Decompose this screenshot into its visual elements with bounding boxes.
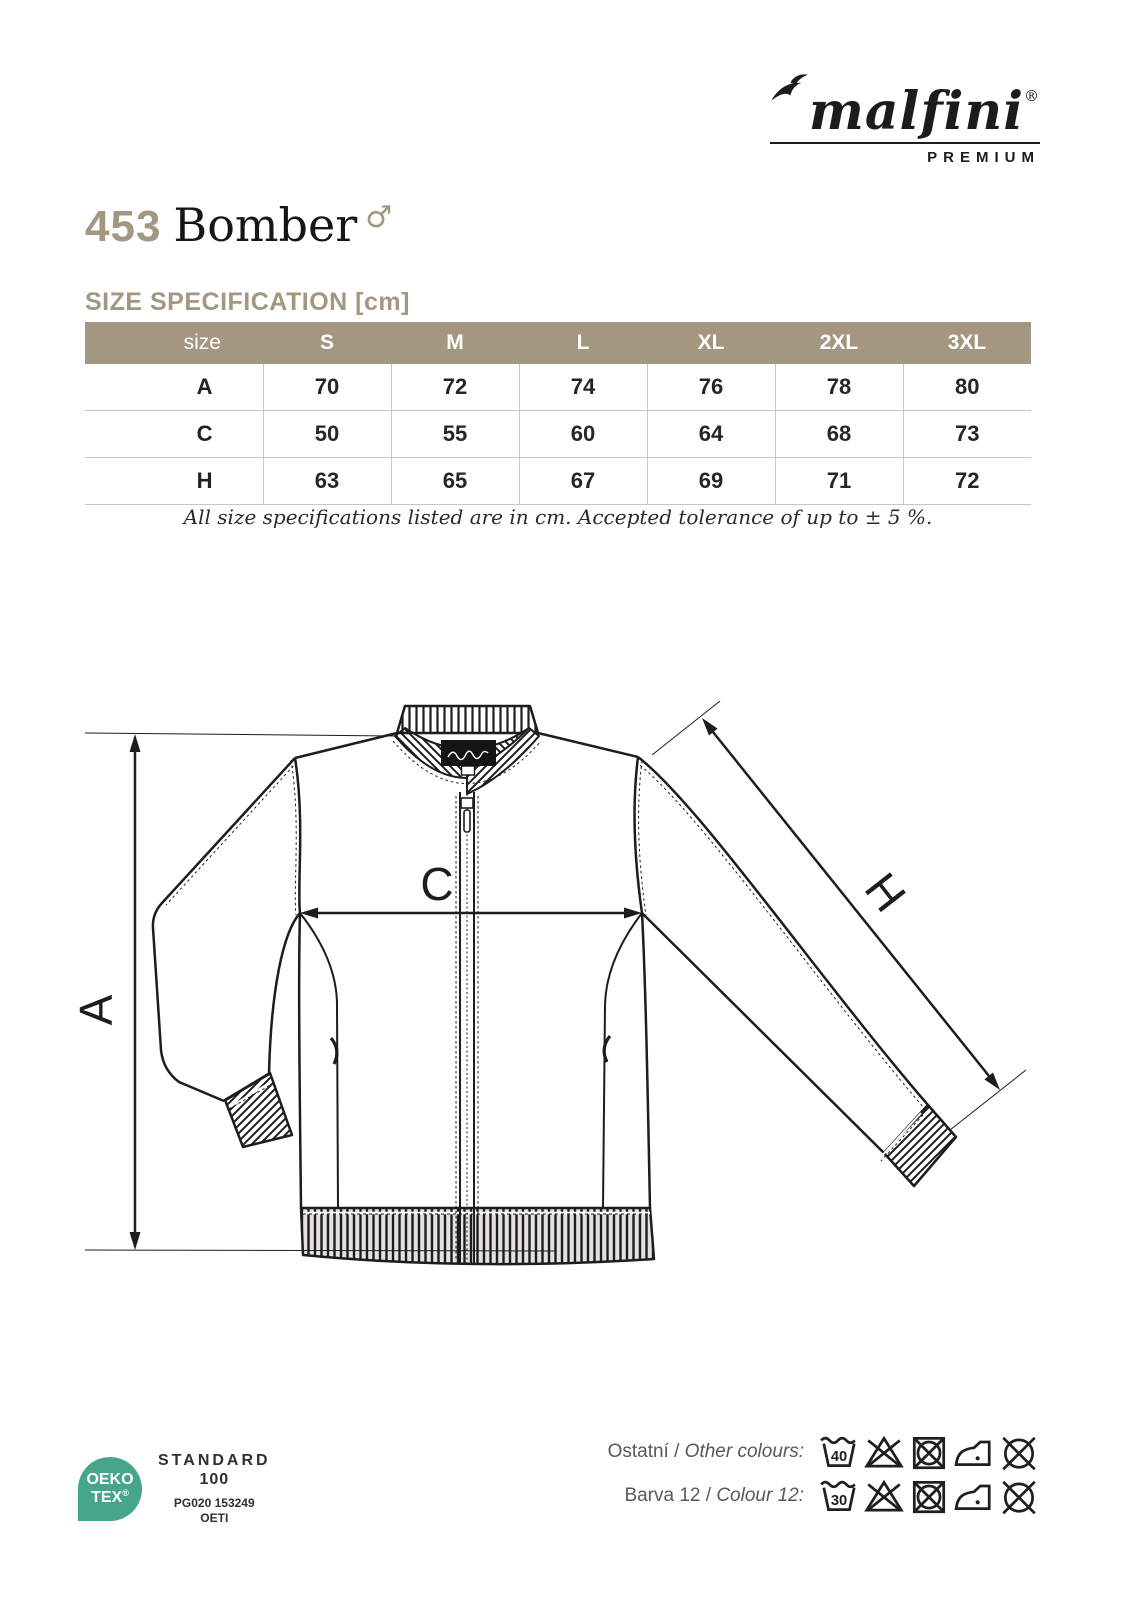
cell-a-xl: 76 [647, 364, 775, 411]
care-row-label: Barva 12 / Colour 12: [624, 1485, 804, 1506]
oeko-line1: OEKO [86, 1470, 134, 1488]
oeko-tex-drop-icon [78, 1457, 142, 1521]
left-cuff [225, 1073, 292, 1147]
cell-a-m: 72 [391, 364, 519, 411]
cell-c-xl: 64 [647, 411, 775, 458]
standard-number: 100 [199, 1471, 230, 1488]
brand-wordmark: malfini® [808, 81, 1040, 142]
svg-text:40: 40 [830, 1448, 848, 1465]
cell-c-m: 55 [391, 411, 519, 458]
right-cuff [878, 1105, 956, 1186]
column-header-l: L [519, 322, 647, 364]
table-row-a [85, 364, 1031, 411]
cell-c-3xl: 73 [955, 421, 980, 446]
column-header-m: M [391, 322, 519, 364]
institute-label: OETI [200, 1511, 229, 1525]
table-row-h [85, 458, 1031, 505]
row-label-h: H [85, 458, 263, 505]
svg-text:30: 30 [830, 1492, 848, 1509]
logo-rule [770, 142, 1040, 144]
product-title [85, 198, 392, 252]
jacket-diagram [0, 660, 1131, 1285]
do-not-bleach-icon [863, 1433, 905, 1471]
cell-a-s: 70 [263, 364, 391, 411]
tolerance-note: All size specifications listed are in cm. Accepted tolerance of up to ± 5 %. [183, 505, 933, 529]
cell-h-s: 63 [263, 458, 391, 505]
male-gender-icon: ♂ [365, 200, 393, 235]
dim-h-label: H [854, 863, 917, 922]
wash-40-icon [818, 1433, 860, 1471]
product-code: 453 [85, 202, 162, 251]
column-header-3xl: 3XL [903, 322, 1031, 364]
dim-c-label: C [420, 858, 454, 910]
do-not-tumble-dry-icon [908, 1433, 950, 1471]
cell-h-l: 67 [519, 458, 647, 505]
cell-h-2xl: 71 [775, 458, 903, 505]
care-row-label: Ostatní / Other colours: [607, 1441, 804, 1462]
size-table [85, 322, 1031, 505]
cell-c-s: 50 [263, 411, 391, 458]
brand-logo [770, 66, 1040, 166]
column-header-size: size [85, 322, 263, 364]
row-label-a: A [85, 364, 263, 411]
cell-h-3xl: 72 [955, 468, 980, 493]
registered-mark: ® [1024, 87, 1040, 105]
cell-a-l: 74 [519, 364, 647, 411]
care-instructions [608, 1430, 1040, 1518]
cell-c-l: 60 [519, 411, 647, 458]
do-not-tumble-dry-icon [908, 1477, 950, 1515]
oeko-line2: TEX® [91, 1487, 129, 1506]
do-not-dry-clean-icon [998, 1477, 1040, 1515]
care-row-colour-12 [608, 1474, 1040, 1518]
size-spec-heading: SIZE SPECIFICATION [cm] [85, 288, 410, 316]
wash-30-icon [818, 1477, 860, 1515]
product-name: Bomber [173, 198, 358, 252]
size-table-header-row [85, 322, 1031, 364]
cell-c-2xl: 68 [775, 411, 903, 458]
row-label-c: C [85, 411, 263, 458]
pocket-marks [331, 1036, 610, 1064]
dimension-h-arrow [652, 701, 1026, 1130]
oeko-tex-badge [78, 1452, 271, 1525]
do-not-dry-clean-icon [998, 1433, 1040, 1471]
iron-one-dot-icon [953, 1433, 995, 1471]
cell-h-m: 65 [391, 458, 519, 505]
cell-a-3xl: 80 [955, 374, 980, 399]
dimension-c-arrow [300, 908, 642, 919]
dim-a-label: A [70, 994, 122, 1026]
column-header-2xl: 2XL [775, 322, 903, 364]
cell-a-2xl: 78 [775, 364, 903, 411]
dimension-a-arrow [85, 733, 556, 1251]
table-row-c [85, 411, 1031, 458]
zipper [456, 792, 478, 1263]
standard-label: STANDARD [158, 1452, 271, 1469]
cell-h-xl: 69 [647, 458, 775, 505]
do-not-bleach-icon [863, 1477, 905, 1515]
column-header-xl: XL [647, 322, 775, 364]
iron-one-dot-icon [953, 1477, 995, 1515]
brand-tier-label: PREMIUM [927, 149, 1040, 166]
left-sleeve [153, 758, 300, 1101]
license-number: PG020 153249 [173, 1496, 255, 1510]
column-header-s: S [263, 322, 391, 364]
care-row-other-colours [608, 1430, 1040, 1474]
